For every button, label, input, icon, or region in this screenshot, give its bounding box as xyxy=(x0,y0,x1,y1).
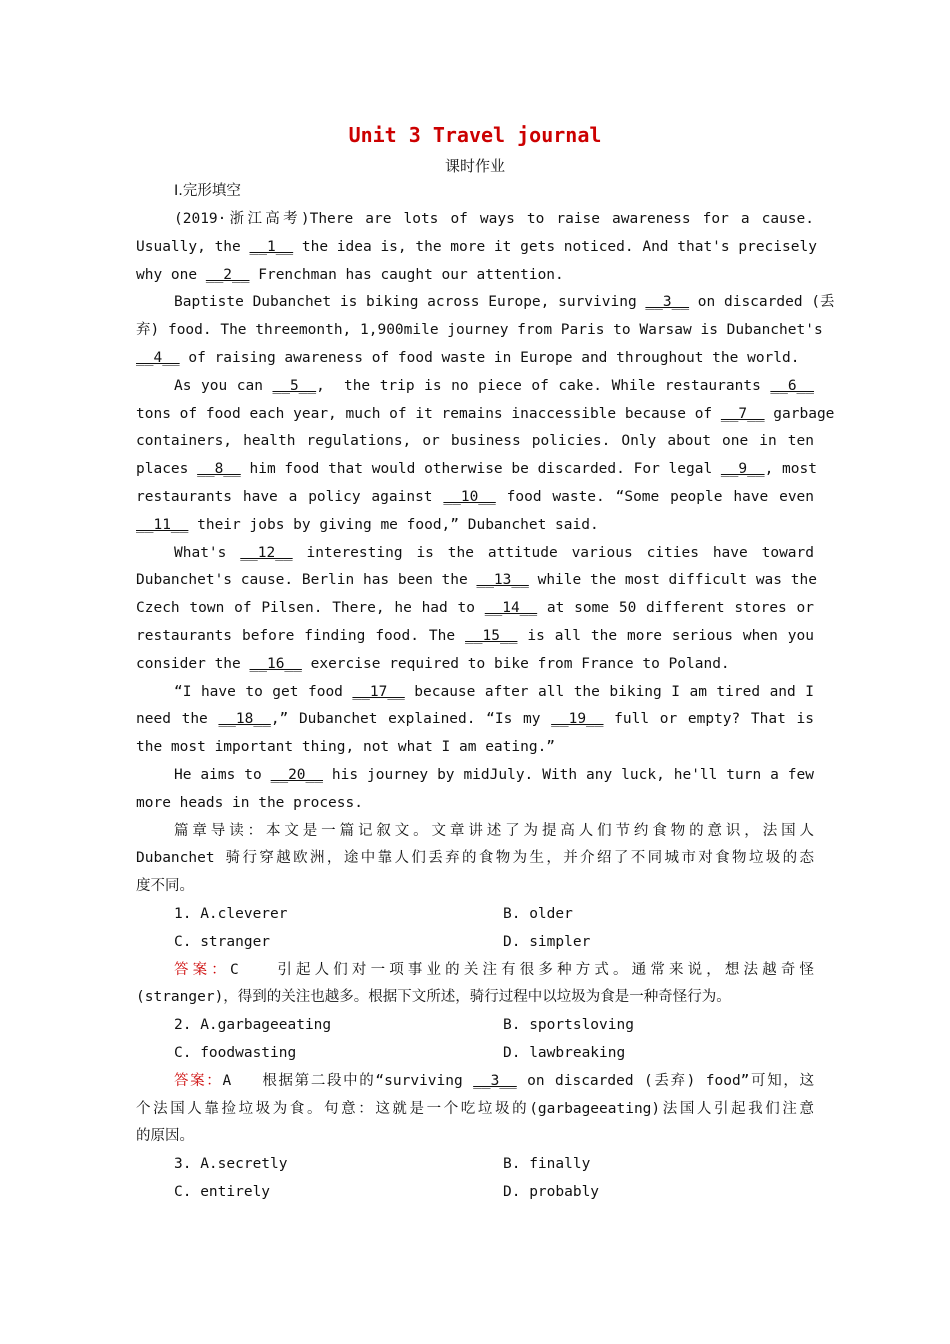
passage-line xyxy=(174,762,814,788)
blank: __19__ xyxy=(551,711,604,727)
line-text: What's __12__ interesting is the attitude various cities have toward xyxy=(174,545,815,561)
line-text: 个法国人靠捡垃圾为食。句意：这就是一个吃垃圾的(garbageeating)法国人引起我们注意 xyxy=(136,1101,814,1117)
option: D. lawbreaking xyxy=(503,1045,626,1061)
passage-line xyxy=(174,289,835,315)
passage-line xyxy=(136,734,814,760)
line-text: Czech town of Pilsen. There, he had to __14__ at some 50 different stores or xyxy=(136,600,814,616)
guide-line xyxy=(136,845,814,871)
guide-line xyxy=(136,873,814,899)
option: C. entirely xyxy=(174,1184,271,1200)
option: B. older xyxy=(503,906,573,922)
option: C. stranger xyxy=(174,934,271,950)
blank: __3__ xyxy=(645,294,690,310)
passage-line xyxy=(136,567,817,593)
passage-line xyxy=(136,706,814,732)
blank: __20__ xyxy=(270,767,323,783)
passage-line xyxy=(136,651,814,677)
blank: __7__ xyxy=(720,406,765,422)
passage-line xyxy=(174,679,814,705)
blank: __8__ xyxy=(197,461,241,477)
blank: __9__ xyxy=(720,461,765,477)
line-text: why one __2__ Frenchman has caught our attention. xyxy=(136,267,564,283)
option: C. foodwasting xyxy=(174,1045,297,1061)
answer-label: 答案： xyxy=(174,962,230,978)
page-title: Unit 3 Travel journal xyxy=(348,123,602,147)
option: B. finally xyxy=(503,1156,591,1172)
answer-label: 答案： xyxy=(174,1073,223,1089)
option: D. probably xyxy=(503,1184,600,1200)
line-text: __11__ their jobs by giving me food,” Dubanchet said. xyxy=(136,517,599,533)
line-text: need the __18__,” Dubanchet explained. “Is my __19__ full or empty? That is xyxy=(136,711,814,727)
line-text: 的原因。 xyxy=(136,1128,194,1144)
passage-line xyxy=(136,484,814,510)
option: 1. A.cleverer xyxy=(174,906,288,922)
line-text: 篇章导读：本文是一篇记叙文。文章讲述了为提高人们节约食物的意识，法国人 xyxy=(174,823,814,839)
passage-line xyxy=(136,428,814,454)
blank: __10__ xyxy=(443,489,496,505)
line-text: __4__ of raising awareness of food waste in Europe and throughout the world. xyxy=(136,350,800,366)
line-text: more heads in the process. xyxy=(136,795,363,811)
blank: __16__ xyxy=(249,656,302,672)
passage-line xyxy=(136,623,814,649)
line-text: C 引起人们对一项事业的关注有很多种方式。通常来说，想法越奇怪 xyxy=(229,962,815,978)
blank: __13__ xyxy=(476,572,529,588)
line-text: 弃) food. The threemonth, 1,900mile journey from Paris to Warsaw is Dubanchet's xyxy=(136,322,823,338)
line-text: (stranger)，得到的关注也越多。根据下文所述，骑行过程中以垃圾为食是一种奇怪行为。 xyxy=(136,989,731,1005)
passage-line xyxy=(174,540,814,566)
passage-line xyxy=(136,512,814,538)
line-text: Baptiste Dubanchet is biking across Europe, surviving __3__ on discarded (丢 xyxy=(174,294,835,310)
passage-line xyxy=(136,456,817,482)
explanation-line xyxy=(136,1096,814,1122)
blank: __15__ xyxy=(465,628,518,644)
answer-line xyxy=(174,1068,814,1094)
line-text: restaurants before finding food. The __15__ is all the more serious when you xyxy=(136,628,814,644)
blank: __2__ xyxy=(205,267,250,283)
option: 2. A.garbageeating xyxy=(174,1017,332,1033)
passage-line xyxy=(174,373,814,399)
explanation-line xyxy=(136,1123,814,1149)
passage-line xyxy=(136,317,823,343)
passage-line xyxy=(136,234,817,260)
explanation-line xyxy=(136,984,814,1010)
line-text: containers, health regulations, or business policies. Only about one in ten xyxy=(136,433,814,449)
option: 3. A.secretly xyxy=(174,1156,288,1172)
line-text: A 根据第二段中的“surviving __3__ on discarded (丢弃) food”可知，这 xyxy=(222,1073,815,1089)
blank: __17__ xyxy=(352,684,405,700)
line-text: (2019·浙江高考)There are lots of ways to raise awareness for a cause. xyxy=(174,211,814,227)
passage-line xyxy=(174,206,814,232)
blank: __18__ xyxy=(218,711,271,727)
blank: __12__ xyxy=(240,545,293,561)
passage-line xyxy=(136,790,814,816)
line-text: tons of food each year, much of it remains inaccessible because of __7__ garbage xyxy=(136,406,835,422)
blank: __3__ xyxy=(473,1073,517,1089)
answer-line xyxy=(174,957,814,983)
guide-line xyxy=(174,818,814,844)
passage-line xyxy=(136,262,814,288)
line-text: consider the __16__ exercise required to bike from France to Poland. xyxy=(136,656,730,672)
option: D. simpler xyxy=(503,934,591,950)
line-text: “I have to get food __17__ because after all the biking I am tired and I xyxy=(174,684,814,700)
line-text: As you can __5__, the trip is no piece of cake. While restaurants __6__ xyxy=(174,378,815,394)
passage-line xyxy=(136,345,814,371)
line-text: places __8__ him food that would otherwise be discarded. For legal __9__, most xyxy=(136,461,817,477)
line-text: He aims to __20__ his journey by midJuly. With any luck, he'll turn a few xyxy=(174,767,814,783)
passage-line xyxy=(136,401,835,427)
line-text: Dubanchet's cause. Berlin has been the __13__ while the most difficult was the xyxy=(136,572,817,588)
blank: __11__ xyxy=(136,517,189,533)
line-text: the most important thing, not what I am eating.” xyxy=(136,739,556,755)
blank: __5__ xyxy=(272,378,317,394)
line-text: Usually, the __1__ the idea is, the more it gets noticed. And that's precisely xyxy=(136,239,817,255)
line-text: Dubanchet 骑行穿越欧洲，途中靠人们丢弃的食物为生，并介绍了不同城市对食物垃圾的态 xyxy=(136,850,814,866)
blank: __14__ xyxy=(484,600,538,616)
passage-line xyxy=(136,595,814,621)
line-text: 度不同。 xyxy=(136,878,194,894)
line-text: restaurants have a policy against __10__ food waste. “Some people have even xyxy=(136,489,815,505)
blank: __6__ xyxy=(770,378,815,394)
section-heading: Ⅰ.完形填空 xyxy=(174,183,241,199)
blank: __4__ xyxy=(136,350,180,366)
blank: __1__ xyxy=(249,239,294,255)
option: B. sportsloving xyxy=(503,1017,634,1033)
page-subtitle: 课时作业 xyxy=(444,157,505,175)
